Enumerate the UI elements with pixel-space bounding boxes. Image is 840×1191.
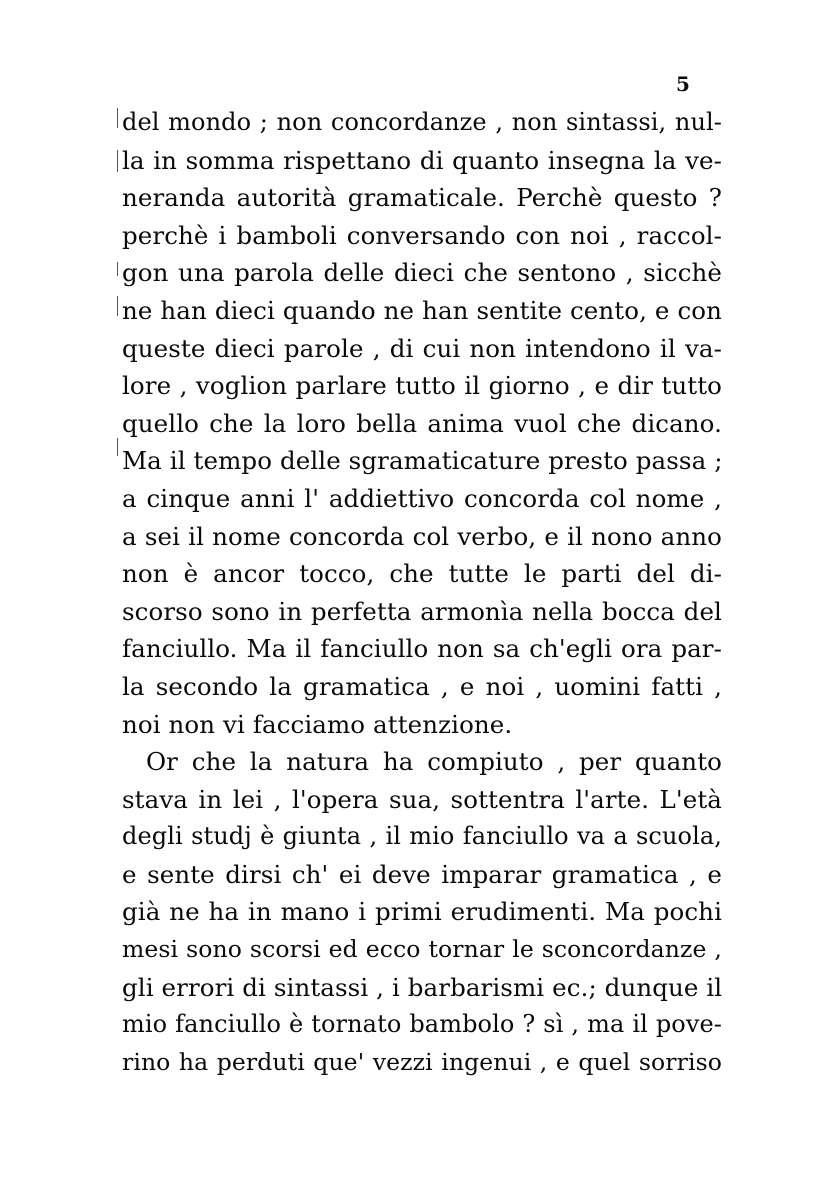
margin-rule bbox=[117, 108, 118, 128]
text-line: stava in lei , l'opera sua, sottentra l'arte. L'età bbox=[122, 784, 722, 814]
text-line: mio fanciullo è tornato bambolo ? sì , ma il pove- bbox=[122, 1010, 722, 1039]
text-line: la in somma rispettano di quanto insegna la ve- bbox=[122, 145, 722, 175]
text-line: ne han dieci quando ne han sentite cento, e con bbox=[122, 295, 722, 325]
paragraph-start-line: Or che la natura ha compiuto , per quanto bbox=[146, 747, 722, 777]
text-line: a cinque anni l' addiettivo concorda col nome , bbox=[122, 483, 722, 513]
text-line: gon una parola delle dieci che sentono , sicchè bbox=[122, 258, 722, 288]
text-line: la secondo la gramatica , e noi , uomini fatti , bbox=[122, 671, 722, 701]
paragraph-end-line: noi non vi facciamo attenzione. bbox=[122, 709, 513, 739]
text-line: del mondo ; non concordanze , non sintassi, nul- bbox=[122, 108, 722, 136]
margin-rule bbox=[117, 150, 118, 172]
text-line: perchè i bamboli conversando con noi , raccol- bbox=[122, 220, 722, 250]
text-line: rino ha perduti que' vezzi ingenui , e quel sorriso bbox=[122, 1047, 722, 1076]
text-line: Ma il tempo delle sgramaticature presto passa ; bbox=[122, 446, 723, 476]
text-line: degli studj è giunta , il mio fanciullo va a scuola, bbox=[122, 822, 722, 851]
text-line: quello che la loro bella anima vuol che dicano. bbox=[122, 408, 722, 438]
margin-rule bbox=[117, 296, 118, 316]
text-line: lore , voglion parlare tutto il giorno , e dir tutto bbox=[122, 371, 722, 401]
text-line: gli errori di sintassi , i barbarismi ec.; dunque il bbox=[122, 972, 723, 1002]
text-line: scorso sono in perfetta armonìa nella bocca del bbox=[122, 596, 722, 626]
text-line: mesi sono scorsi ed ecco tornar le sconcordanze , bbox=[122, 935, 722, 964]
text-line: non è ancor tocco, che tutte le parti del di- bbox=[122, 559, 722, 589]
text-line: fanciullo. Ma il fanciullo non sa ch'egli ora par- bbox=[122, 634, 722, 664]
text-line: queste dieci parole , di cui non intendono il va- bbox=[122, 333, 722, 363]
margin-rule bbox=[117, 262, 118, 276]
margin-rule bbox=[117, 438, 118, 456]
text-line: a sei il nome concorda col verbo, e il nono anno bbox=[122, 521, 722, 551]
body-text bbox=[122, 104, 722, 1081]
text-line: neranda autorità gramaticale. Perchè questo ? bbox=[122, 183, 722, 213]
text-line: già ne ha in mano i primi erudimenti. Ma pochi bbox=[122, 897, 722, 927]
page-number: 5 bbox=[676, 72, 690, 96]
text-line: e sente dirsi ch' ei deve imparar gramatica , e bbox=[122, 859, 722, 889]
